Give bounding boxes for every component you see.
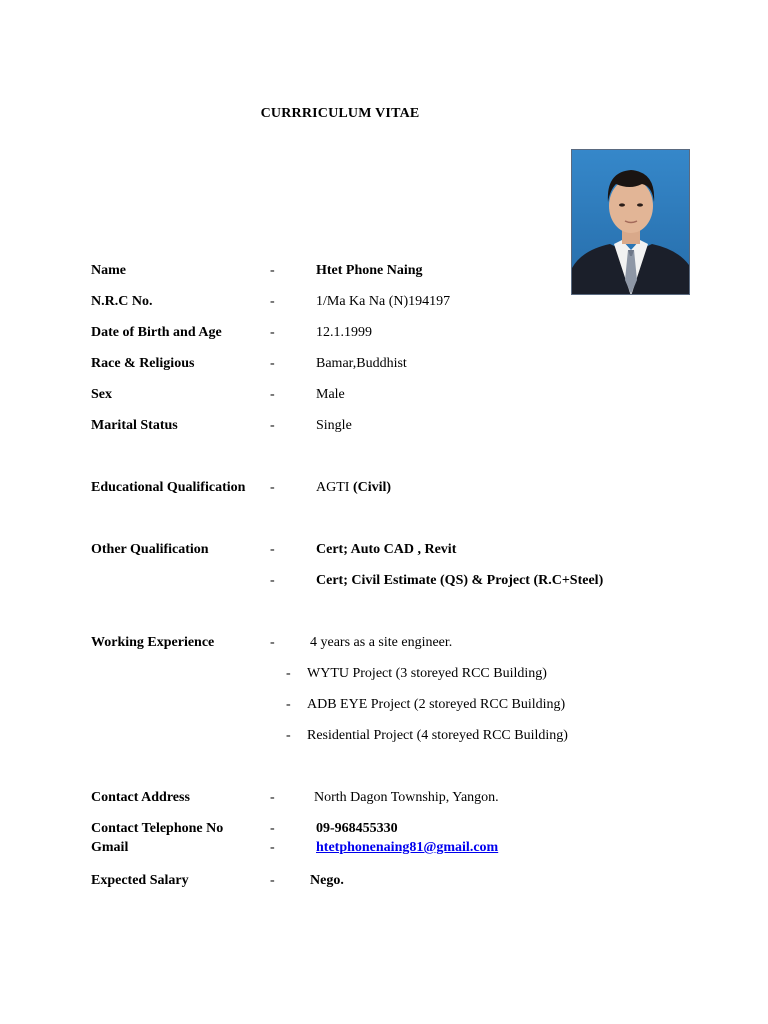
name-dash: - <box>270 263 275 278</box>
dob-dash: - <box>270 325 275 340</box>
profile-photo-image <box>572 150 690 295</box>
other-qualification-dash: - <box>270 542 275 557</box>
project-dash: - <box>286 728 291 743</box>
project-text: Residential Project (4 storeyed RCC Building) <box>307 728 568 743</box>
nrc-value: 1/Ma Ka Na (N)194197 <box>316 294 451 309</box>
dob-label: Date of Birth and Age <box>91 325 222 340</box>
sex-dash: - <box>270 387 275 402</box>
education-label: Educational Qualification <box>91 480 246 495</box>
education-value <box>316 479 391 496</box>
gmail-label: Gmail <box>91 840 129 855</box>
education-value-field: (Civil) <box>352 480 392 495</box>
phone-dash: - <box>270 821 275 836</box>
project-dash: - <box>286 666 291 681</box>
profile-photo <box>571 149 690 295</box>
phone-label: Contact Telephone No <box>91 821 224 836</box>
address-label: Contact Address <box>91 790 190 805</box>
salary-label: Expected Salary <box>91 873 189 888</box>
sex-label: Sex <box>91 387 112 402</box>
race-value: Bamar,Buddhist <box>316 356 407 371</box>
education-dash: - <box>270 480 275 495</box>
sex-value: Male <box>316 387 345 402</box>
dob-value: 12.1.1999 <box>316 325 372 340</box>
education-value-main: AGTI <box>316 480 350 495</box>
salary-value: Nego. <box>310 873 344 888</box>
phone-value: 09-968455330 <box>316 821 398 836</box>
salary-dash: - <box>270 873 275 888</box>
project-text: ADB EYE Project (2 storeyed RCC Building) <box>307 697 566 712</box>
name-label: Name <box>91 263 126 278</box>
gmail-dash: - <box>270 840 275 855</box>
experience-value: 4 years as a site engineer. <box>310 635 453 650</box>
address-value: North Dagon Township, Yangon. <box>314 790 499 805</box>
experience-label: Working Experience <box>91 635 215 650</box>
project-dash: - <box>286 697 291 712</box>
project-item <box>286 727 706 744</box>
other-qualification-2-value: Cert; Civil Estimate (QS) & Project (R.C+Steel) <box>316 573 604 588</box>
experience-dash: - <box>270 635 275 650</box>
address-dash: - <box>270 790 275 805</box>
other-qualification-2-dash: - <box>270 573 275 588</box>
gmail-link[interactable]: htetphonenaing81@gmail.com <box>316 840 499 855</box>
project-item <box>286 696 706 713</box>
project-item <box>286 665 706 682</box>
other-qualification-label: Other Qualification <box>91 542 209 557</box>
nrc-label: N.R.C No. <box>91 294 153 309</box>
race-dash: - <box>270 356 275 371</box>
name-value: Htet Phone Naing <box>316 263 423 278</box>
other-qualification-value: Cert; Auto CAD , Revit <box>316 542 457 557</box>
marital-label: Marital Status <box>91 418 178 433</box>
marital-dash: - <box>270 418 275 433</box>
project-text: WYTU Project (3 storeyed RCC Building) <box>307 666 547 681</box>
marital-value: Single <box>316 418 352 433</box>
race-label: Race & Religious <box>91 356 195 371</box>
nrc-dash: - <box>270 294 275 309</box>
document-title: CURRRICULUM VITAE <box>260 106 420 121</box>
